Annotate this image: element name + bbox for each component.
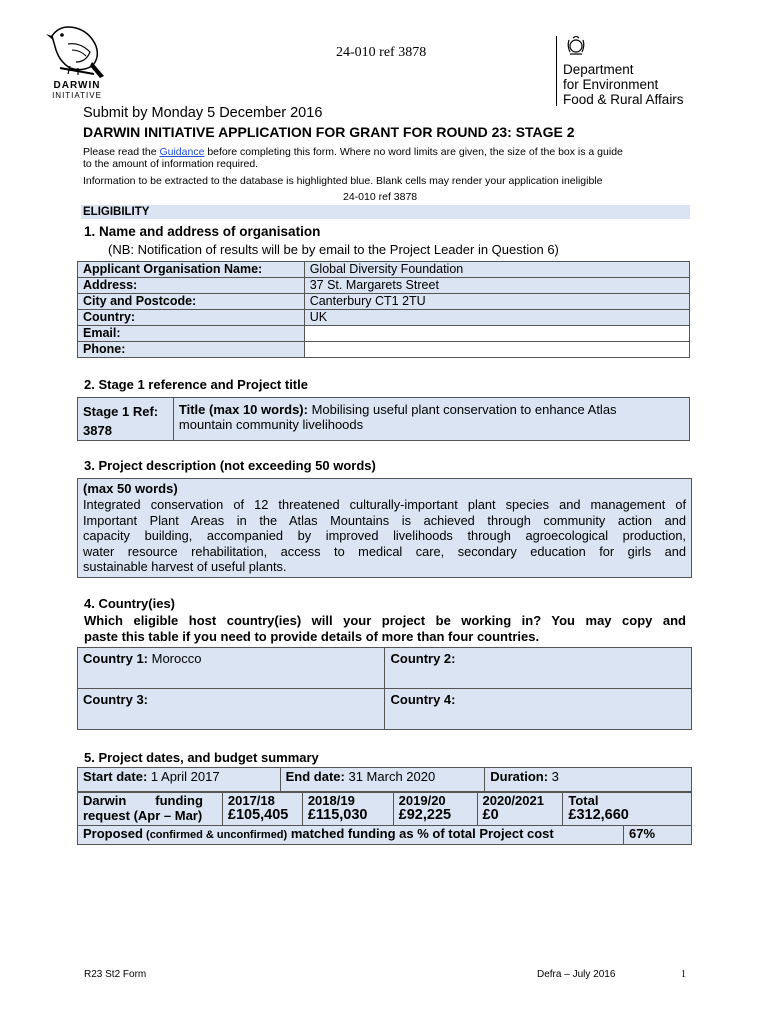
footer-date: Defra – July 2016 bbox=[537, 969, 616, 980]
description-line: capacity building, accompanied by improved livelihoods through agroecological production, bbox=[83, 528, 686, 543]
table-row bbox=[78, 689, 692, 730]
country4-label: Country 4: bbox=[390, 692, 456, 707]
defra-divider bbox=[556, 36, 557, 106]
end-date-cell[interactable] bbox=[280, 768, 485, 792]
top-reference: 24-010 ref 3878 bbox=[336, 45, 427, 60]
project-title-cell[interactable] bbox=[173, 398, 689, 441]
dates-table bbox=[77, 767, 692, 792]
table-row bbox=[78, 826, 692, 845]
country3-cell[interactable] bbox=[78, 689, 385, 730]
organisation-table bbox=[77, 261, 690, 358]
proposed-qualifier: (confirmed & unconfirmed) bbox=[142, 829, 288, 841]
section1-heading: 1. Name and address of organisation bbox=[84, 224, 321, 239]
footer-form-id: R23 St2 Form bbox=[84, 969, 147, 980]
description-box-label: (max 50 words) bbox=[83, 481, 178, 496]
table-row bbox=[78, 398, 690, 441]
address-label: Address: bbox=[78, 278, 305, 294]
info-note: Information to be extracted to the database is highlighted blue. Blank cells may render your application ineligible bbox=[83, 175, 603, 187]
bird-icon bbox=[46, 22, 108, 82]
start-date-cell[interactable] bbox=[78, 768, 281, 792]
page-number: 1 bbox=[681, 969, 686, 980]
table-row bbox=[78, 278, 690, 294]
section4-heading: 4. Country(ies) bbox=[84, 596, 176, 611]
duration-value: 3 bbox=[548, 769, 559, 784]
table-row bbox=[78, 326, 690, 342]
country-label: Country: bbox=[78, 310, 305, 326]
title-label: Title (max 10 words): bbox=[178, 402, 308, 417]
eligibility-heading: ELIGIBILITY bbox=[81, 205, 690, 219]
darwin-initiative-logo bbox=[46, 22, 108, 104]
budget-total-label: Total bbox=[568, 793, 599, 808]
phone-value[interactable] bbox=[304, 342, 689, 358]
description-line: Integrated conservation of 12 threatened culturally-important plant species and management of bbox=[83, 497, 686, 512]
budget-table bbox=[77, 792, 692, 826]
countries-table bbox=[77, 647, 692, 730]
table-row bbox=[78, 648, 692, 689]
section5-heading: 5. Project dates, and budget summary bbox=[84, 750, 319, 765]
country-value[interactable]: UK bbox=[304, 310, 689, 326]
mid-reference: 24-010 ref 3878 bbox=[343, 191, 418, 203]
table-row bbox=[78, 310, 690, 326]
proposed-rest: matched funding as % of total Project cost bbox=[287, 826, 554, 841]
request-label-line1: Darwin funding bbox=[83, 793, 203, 808]
email-value[interactable] bbox=[304, 326, 689, 342]
title-value-line1: Mobilising useful plant conservation to enhance Atlas bbox=[307, 402, 617, 417]
request-label-line2: request (Apr – Mar) bbox=[83, 808, 203, 823]
title-value-line2: mountain community livelihoods bbox=[178, 417, 364, 432]
budget-amount: £92,225 bbox=[398, 807, 452, 823]
stage1-ref-label: Stage 1 Ref: bbox=[83, 404, 159, 419]
table-row bbox=[78, 342, 690, 358]
budget-year: 2019/20 bbox=[398, 793, 446, 808]
country1-label: Country 1: bbox=[83, 651, 148, 666]
description-line: Important Plant Areas in the Atlas Mountains is achieved through community action and bbox=[83, 512, 686, 528]
phone-label: Phone: bbox=[78, 342, 305, 358]
section2-heading: 2. Stage 1 reference and Project title bbox=[84, 377, 308, 392]
email-label: Email: bbox=[78, 326, 305, 342]
budget-amount: £115,030 bbox=[307, 807, 368, 823]
budget-amount: £105,405 bbox=[227, 807, 289, 823]
guidance-line-2: to the amount of information required. bbox=[83, 158, 259, 170]
duration-label: Duration: bbox=[490, 769, 549, 784]
budget-amount: £0 bbox=[482, 807, 499, 823]
budget-year: 2020/2021 bbox=[482, 793, 544, 808]
duration-cell[interactable] bbox=[485, 768, 692, 792]
table-row bbox=[78, 294, 690, 310]
defra-line-1: Department bbox=[563, 62, 634, 77]
guidance-text bbox=[83, 146, 623, 158]
matched-funding-value[interactable]: 67% bbox=[624, 826, 692, 845]
country2-label: Country 2: bbox=[390, 651, 456, 666]
description-text bbox=[83, 497, 686, 575]
royal-crest-icon bbox=[564, 36, 588, 56]
country1-cell[interactable] bbox=[78, 648, 385, 689]
section1-note: (NB: Notification of results will be by email to the Project Leader in Question 6) bbox=[108, 242, 559, 257]
guidance-link[interactable]: Guidance bbox=[159, 146, 205, 158]
project-title-table bbox=[77, 397, 690, 441]
request-label-cell bbox=[78, 793, 223, 826]
darwin-logo-word: DARWIN bbox=[53, 80, 101, 91]
end-date-value: 31 March 2020 bbox=[344, 769, 436, 784]
country3-label: Country 3: bbox=[83, 692, 148, 707]
country4-cell[interactable] bbox=[385, 689, 692, 730]
defra-logo bbox=[556, 36, 716, 112]
defra-line-3: Food & Rural Affairs bbox=[563, 92, 684, 107]
section4-question bbox=[84, 613, 686, 645]
budget-year-cell[interactable] bbox=[477, 793, 563, 826]
org-name-label: Applicant Organisation Name: bbox=[78, 262, 305, 278]
table-row bbox=[78, 768, 692, 792]
initiative-logo-word: INITIATIVE bbox=[52, 91, 102, 100]
country1-value: Morocco bbox=[148, 651, 202, 666]
budget-year-cell[interactable] bbox=[222, 793, 302, 826]
guidance-pre: Please read the bbox=[83, 146, 160, 158]
matched-funding-label bbox=[78, 826, 624, 845]
submit-deadline: Submit by Monday 5 December 2016 bbox=[83, 105, 323, 121]
proposed-word: Proposed bbox=[83, 826, 143, 841]
city-value[interactable]: Canterbury CT1 2TU bbox=[304, 294, 689, 310]
address-value[interactable]: 37 St. Margarets Street bbox=[304, 278, 689, 294]
description-line: water resource rehabilitation, access to medical care, secondary education for girls and bbox=[83, 543, 686, 559]
stage1-ref-value[interactable]: 3878 bbox=[83, 423, 112, 438]
section3-heading: 3. Project description (not exceeding 50 words) bbox=[84, 458, 376, 473]
end-date-label: End date: bbox=[285, 769, 345, 784]
description-line: sustainable harvest of useful plants. bbox=[83, 559, 287, 574]
budget-total-cell[interactable] bbox=[563, 793, 692, 826]
table-row bbox=[78, 262, 690, 278]
defra-line-2: for Environment bbox=[563, 77, 659, 92]
table-row bbox=[78, 793, 692, 826]
start-date-label: Start date: bbox=[83, 769, 148, 784]
start-date-value: 1 April 2017 bbox=[147, 769, 220, 784]
budget-year: 2018/19 bbox=[307, 793, 355, 808]
budget-year-cell[interactable] bbox=[393, 793, 477, 826]
guidance-post: before completing this form. Where no word limits are given, the size of the box is a guide bbox=[204, 146, 623, 158]
country2-cell[interactable] bbox=[385, 648, 692, 689]
city-label: City and Postcode: bbox=[78, 294, 305, 310]
budget-year: 2017/18 bbox=[227, 793, 275, 808]
stage1-ref-cell bbox=[78, 398, 174, 441]
form-title: DARWIN INITIATIVE APPLICATION FOR GRANT FOR ROUND 23: STAGE 2 bbox=[83, 124, 575, 140]
budget-total-amount: £312,660 bbox=[568, 807, 629, 823]
question-line2: paste this table if you need to provide details of more than four countries. bbox=[84, 629, 540, 644]
matched-funding-table bbox=[77, 825, 692, 845]
org-name-value[interactable]: Global Diversity Foundation bbox=[304, 262, 689, 278]
budget-year-cell[interactable] bbox=[302, 793, 393, 826]
question-line1: Which eligible host country(ies) will your project be working in? You may copy and bbox=[84, 613, 686, 628]
project-description-box[interactable] bbox=[77, 478, 692, 578]
